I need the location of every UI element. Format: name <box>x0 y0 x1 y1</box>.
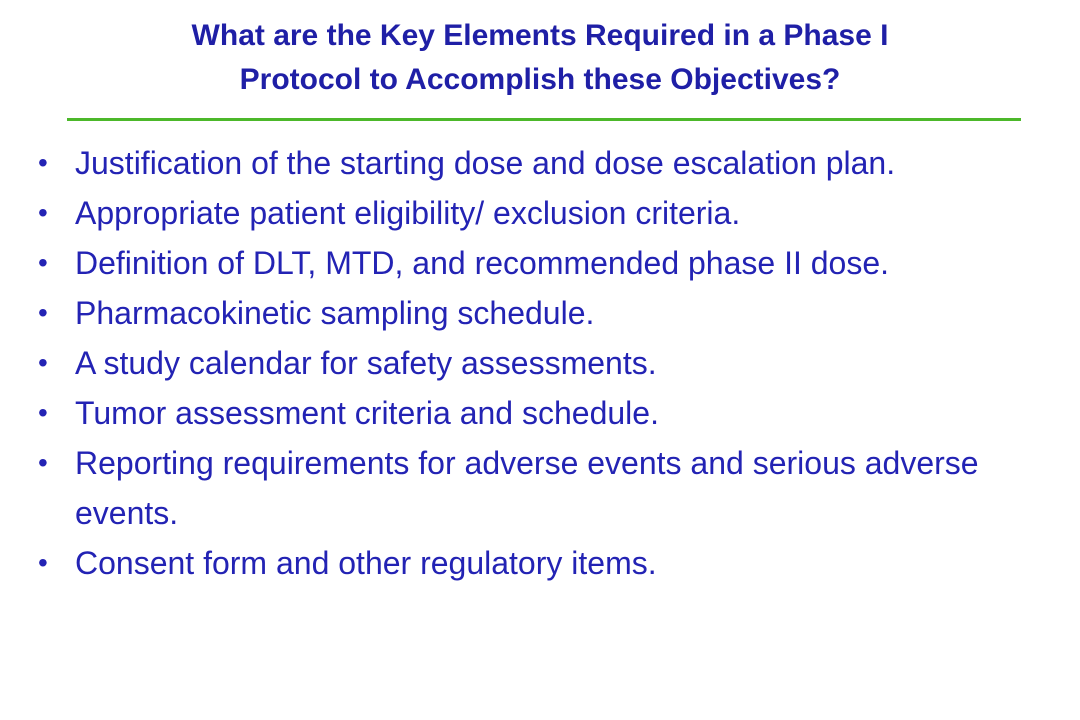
bullet-item <box>32 288 1042 338</box>
title-line-2: Protocol to Accomplish these Objectives? <box>239 63 841 96</box>
bullet-text: Pharmacokinetic sampling schedule. <box>75 295 595 331</box>
title-divider <box>67 118 1021 121</box>
bullet-dot-icon: • <box>38 397 48 428</box>
bullet-dot-icon: • <box>38 547 48 578</box>
bullet-dot-icon: • <box>38 447 48 478</box>
bullet-item <box>32 538 1042 588</box>
bullet-item <box>32 388 1042 438</box>
bullet-item <box>32 238 1042 288</box>
bullet-dot-icon: • <box>38 297 48 328</box>
bullet-item <box>32 438 1042 538</box>
bullet-dot-icon: • <box>38 147 48 178</box>
bullet-dot-icon: • <box>38 197 48 228</box>
bullet-item <box>32 188 1042 238</box>
bullet-dot-icon: • <box>38 347 48 378</box>
bullet-text: A study calendar for safety assessments. <box>75 345 657 381</box>
bullet-item <box>32 138 1042 188</box>
bullet-text: Appropriate patient eligibility/ exclusion criteria. <box>75 195 741 231</box>
bullet-list <box>32 138 1042 588</box>
bullet-text: Tumor assessment criteria and schedule. <box>75 395 659 431</box>
slide-title <box>60 14 1020 102</box>
title-line-1: What are the Key Elements Required in a Phase I <box>191 19 889 52</box>
bullet-item <box>32 338 1042 388</box>
bullet-dot-icon: • <box>38 247 48 278</box>
bullet-text: Definition of DLT, MTD, and recommended phase II dose. <box>75 245 890 281</box>
bullet-text: Reporting requirements for adverse events and serious adverse events. <box>75 445 979 531</box>
bullet-text: Consent form and other regulatory items. <box>75 545 657 581</box>
bullet-text: Justification of the starting dose and dose escalation plan. <box>75 145 896 181</box>
